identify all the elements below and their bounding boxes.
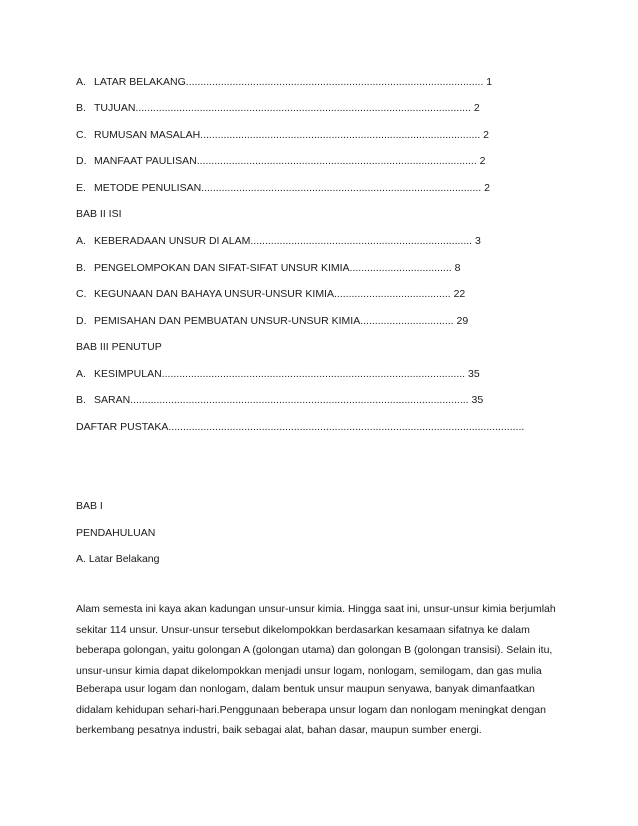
toc-chapter-heading: BAB III PENUTUP [76, 341, 162, 353]
toc-entry-letter: D. [76, 315, 87, 327]
toc-entry-text: KEBERADAAN UNSUR DI ALAM............................................................................ 3 [94, 235, 481, 247]
chapter-title: PENDAHULUAN [76, 527, 156, 539]
toc-entry [76, 262, 460, 275]
toc-entry-letter: B. [76, 102, 86, 114]
toc-chapter-heading: BAB II ISI [76, 208, 122, 220]
toc-entry-text: KEGUNAAN DAN BAHAYA UNSUR-UNSUR KIMIA........................................ 22 [94, 288, 466, 300]
toc-entry [76, 76, 492, 89]
body-paragraph: Alam semesta ini kaya akan kadungan unsur-unsur kimia. Hingga saat ini, unsur-unsur kimia berjumlah sekitar 114 unsur. Unsur-unsur tersebut dikelompokkan berdasarkan kesamaan sifatnya ke dalam beberapa golongan, yaitu golongan A (golongan utama) dan golongan B (golongan transisi). Selain itu, unsur-unsur kimia dapat dikelompokkan menjadi unsur logam, nonlogam, semilogam, dan gas mulia [76, 603, 556, 677]
toc-entry-text: KESIMPULAN........................................................................................................ 35 [94, 368, 480, 380]
toc-entry-pustaka: DAFTAR PUSTAKA.......................................................................................................................... [76, 421, 525, 433]
toc-entry [76, 155, 486, 168]
toc-entry-text: METODE PENULISAN................................................................................................ 2 [94, 182, 490, 194]
bab-heading: BAB I [76, 500, 103, 512]
toc-entry-letter: A. [76, 235, 86, 247]
toc-entry-text: PEMISAHAN DAN PEMBUATAN UNSUR-UNSUR KIMIA................................ 29 [94, 315, 469, 327]
toc-entry-letter: E. [76, 182, 86, 194]
toc-entry [76, 394, 483, 407]
toc-entry [76, 315, 468, 328]
toc-entry-letter: B. [76, 262, 86, 274]
toc-entry-letter: A. [76, 368, 86, 380]
toc-entry [76, 129, 489, 142]
toc-entry-letter: B. [76, 394, 86, 406]
toc-entry-letter: C. [76, 129, 87, 141]
toc-entry-text: TUJUAN................................................................................................................... 2 [94, 102, 480, 114]
toc-entry-text: LATAR BELAKANG...................................................................................................... 1 [94, 76, 493, 88]
toc-entry-text: MANFAAT PAULISAN................................................................................................ 2 [94, 155, 486, 167]
toc-entry-letter: A. [76, 76, 86, 88]
toc-entry-text: PENGELOMPOKAN DAN SIFAT-SIFAT UNSUR KIMIA................................... 8 [94, 262, 461, 274]
toc-entry [76, 235, 481, 248]
body-paragraph: Beberapa usur logam dan nonlogam, dalam bentuk unsur maupun senyawa, banyak dimanfaatkan didalam kehidupan sehari-hari.Penggunaan beberapa unsur logam dan nonlogam meningkat dengan berkembang pesatnya industri, baik sebagai alat, bahan dasar, maupun sumber energi. [76, 683, 546, 736]
toc-entry-text: RUMUSAN MASALAH................................................................................................ 2 [94, 129, 489, 141]
toc-entry [76, 102, 480, 115]
toc-entry [76, 182, 490, 195]
toc-entry-text: SARAN.................................................................................................................... 35 [94, 394, 484, 406]
toc-entry-letter: C. [76, 288, 87, 300]
section-heading: A. Latar Belakang [76, 553, 160, 565]
toc-entry-letter: D. [76, 155, 87, 167]
toc-entry [76, 288, 465, 301]
toc-entry [76, 368, 480, 381]
